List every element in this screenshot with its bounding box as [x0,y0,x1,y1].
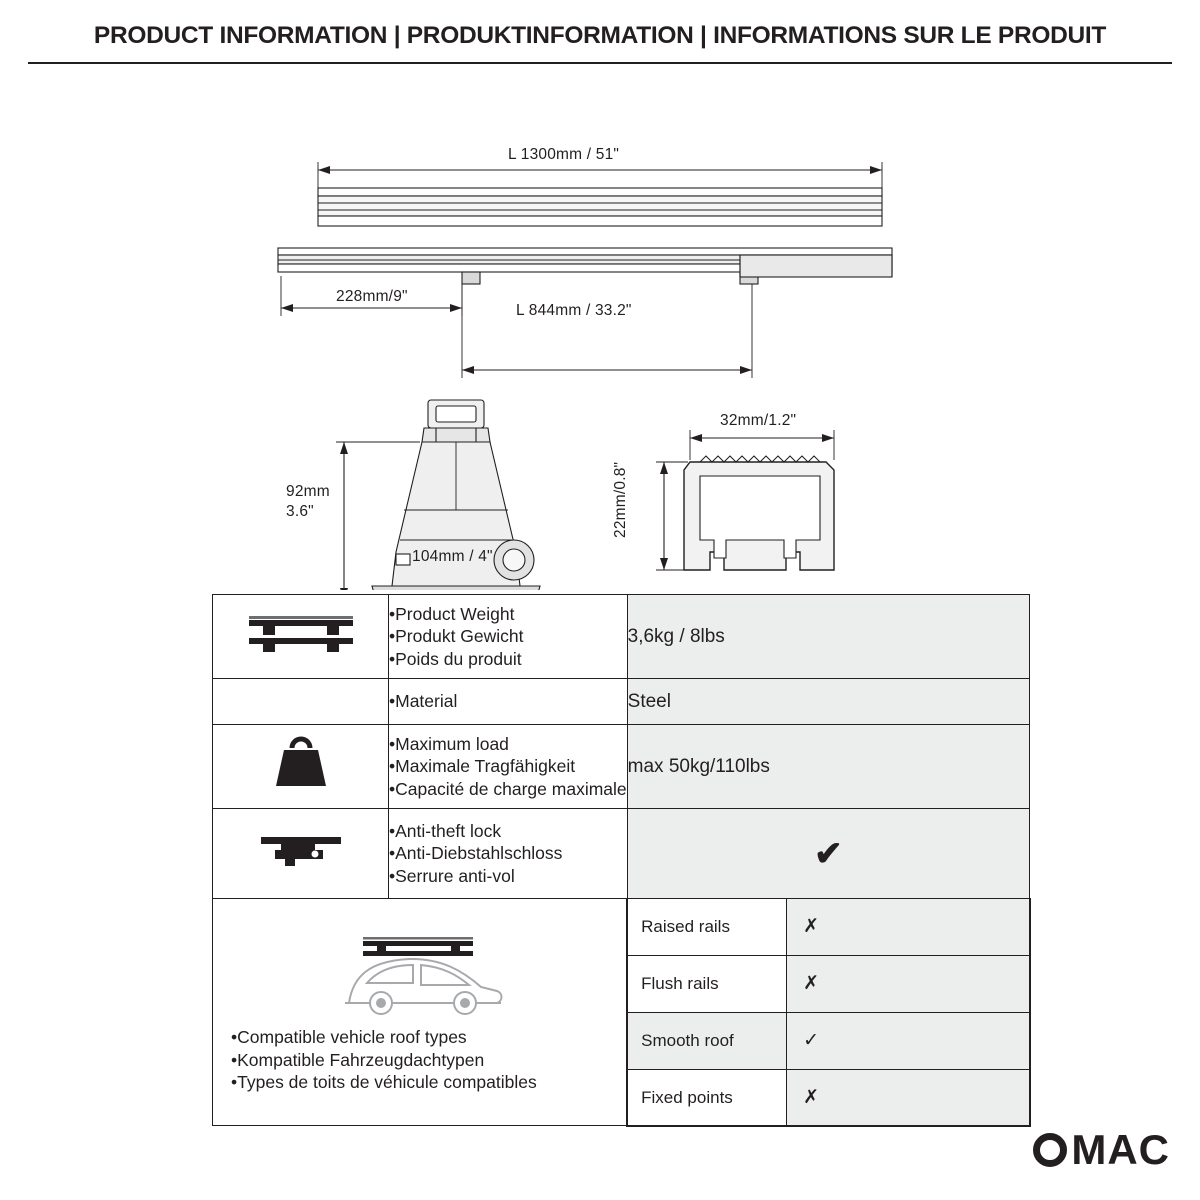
weight-value: 3,6kg / 8lbs [627,625,725,647]
roof-option-value-2: ✓ [787,1012,1030,1069]
roof-option-name-1: Flush rails [627,955,787,1012]
roof-option-row [627,898,1030,955]
lock-icon [255,829,347,873]
lock-label-fr: •Serrure anti-vol [389,865,515,886]
weight-icon [266,734,336,794]
roof-label-en: •Compatible vehicle roof types [231,1027,467,1048]
roof-label-fr: •Types de toits de véhicule compatibles [231,1072,537,1093]
dim-foot-offset: 228mm/9" [336,288,408,305]
dim-profile-width: 32mm/1.2" [720,412,797,429]
weight-labels-cell [389,595,628,679]
roof-label-de: •Kompatible Fahrzeugdachtypen [231,1049,485,1070]
roof-option-row [627,1012,1030,1069]
roof-option-name-2: Smooth roof [627,1012,787,1069]
brand-name: MAC [1071,1126,1170,1173]
weight-label-fr: •Poids du produit [389,648,522,669]
weight-row-icon-cell [213,595,389,679]
lock-label-en: •Anti-theft lock [389,820,502,841]
table-row [213,899,1030,1126]
load-label-de: •Maximale Tragfähigkeit [389,756,576,777]
load-value: max 50kg/110lbs [627,755,770,777]
brand-logo [1033,1126,1170,1174]
page-header [0,22,1200,50]
page-title: PRODUCT INFORMATION | PRODUKTINFORMATION | INFORMATIONS SUR LE PRODUIT [93,22,1107,49]
lock-check-icon: ✔ [814,834,843,873]
roof-options-cell [627,899,1029,1126]
material-row-icon-cell [213,679,389,725]
table-row [213,809,1030,899]
roof-option-value-1: ✗ [787,955,1030,1012]
lock-labels-cell [389,809,628,899]
product-spec-table [212,594,1030,1126]
table-row [213,725,1030,809]
technical-drawing [0,70,1200,590]
material-value-cell [627,679,1029,725]
roof-option-row [627,1069,1030,1126]
omac-o-icon [1033,1133,1067,1167]
lock-row-icon-cell [213,809,389,899]
roof-option-name-3: Fixed points [627,1069,787,1126]
weight-value-cell [627,595,1029,679]
roof-rack-icon [241,608,361,660]
table-row [213,679,1030,725]
material-labels-cell [389,679,628,725]
roof-labels-cell [213,899,628,1126]
roof-option-value-3: ✗ [787,1069,1030,1126]
header-divider [28,62,1172,64]
dim-foot-width: 104mm / 4" [412,548,493,565]
dim-profile-height: 22mm/0.8" [612,461,629,538]
roof-option-row [627,955,1030,1012]
dim-span: L 844mm / 33.2" [516,302,632,319]
roof-option-value-0: ✗ [787,898,1030,955]
load-labels-cell [389,725,628,809]
car-with-rack-icon [305,931,535,1021]
dim-foot-height-line2: 3.6" [286,503,314,520]
lock-value-cell [627,809,1029,899]
dim-bar-length: L 1300mm / 51" [508,146,620,163]
material-label-en: •Material [389,691,458,712]
load-label-fr: •Capacité de charge maximale [389,778,627,799]
load-value-cell [627,725,1029,809]
table-row [213,595,1030,679]
load-row-icon-cell [213,725,389,809]
roof-option-name-0: Raised rails [627,898,787,955]
weight-label-de: •Produkt Gewicht [389,626,524,647]
weight-label-en: •Product Weight [389,603,515,624]
lock-label-de: •Anti-Diebstahlschloss [389,843,563,864]
roof-options-table [626,898,1030,1127]
load-label-en: •Maximum load [389,733,509,754]
material-value: Steel [627,690,671,712]
dim-foot-height-line1: 92mm [286,483,330,500]
